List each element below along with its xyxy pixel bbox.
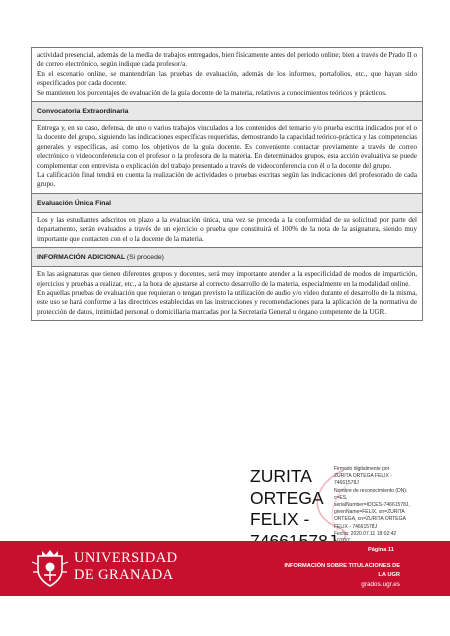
university-name-line: DE GRANADA [74,567,174,583]
footer-info [276,562,400,589]
university-name [74,550,214,584]
signature-details [334,466,414,545]
signature-detail-line: givenName=FELIX, sn=ZURITA [334,509,405,516]
section-header-convocatoria-extraordinaria [32,102,422,121]
paragraph: actividad presencial, además de la media de trabajos entregados, bien físicamente antes del periodo online; bien a través de Prado II o de correo electrónico, según indique cada profesor/a. [37,51,417,69]
section-title: Evaluación Única Final [37,199,112,207]
body-section [32,48,422,102]
signer-name-line: ORTEGA [250,487,324,508]
evaluation-table [31,47,423,321]
body-section [32,121,422,194]
section-title: Convocatoria Extraordinaria [37,108,129,116]
body-section [32,267,422,320]
paragraph: En el escenario online, se mantendrían las pruebas de evaluación, además de los informes, portafolios, etc., que hayan sido especificados por cada docente. [37,69,417,88]
signature-detail-line: Fecha: 2020.07.11 18:02:42 [334,530,397,537]
page-footer [0,541,450,596]
signature-detail-line: Firmado digitalmente por [334,466,390,472]
section-header-evaluacion-unica-final [32,194,422,213]
signer-name [250,466,334,552]
page-number: Página 11 [368,547,394,553]
paragraph: Los y las estudiantes adscritos en plazo a la evaluación única, una vez se proceda a la conformidad de su solicitud por parte del departamento, serán evaluados a través de un ejercicio o prueba que constituirá el 100% de la nota de la asignatura, siendo muy importante que contacten con el o la docente de la materia. [37,215,417,243]
paragraph: En aquellas pruebas de evaluación que requieran o tengan previsto la utilización de audio y/o video durante el desarrollo de la misma, este uso se hará conforme a las directrices establecidas en las instrucciones y recomendaciones para la aplicación de la normativa de protección de datos, intimidad personal o domiciliaria marcadas por la Secretaría General u órgano competente de la UGR. [37,288,417,316]
paragraph: En las asignaturas que tienen diferentes grupos y docentes, será muy importante atender a la especificidad de modos de impartición, ejercicios y pruebas a realizar, etc., a la hora de ajustarse al correcto desarrollo de la materia, especialmente en la modalidad online. [37,270,417,288]
signature-detail-line: c=ES, [334,494,348,501]
signature-detail-line: Nombre de reconocimiento (DN): [334,487,408,494]
signature-detail-line: FELIX - 74661578J [334,523,378,530]
signer-name-line: ZURITA [250,466,312,486]
section-title: INFORMACIÓN ADICIONAL [37,254,125,262]
paragraph: Se mantienen los porcentajes de evaluación de la guía docente de la materia, relativos a conocimientos teóricos y prácticos. [37,88,387,97]
body-section [32,213,422,248]
info-label: INFORMACIÓN SOBRE TITULACIONES DE LA UGR [284,563,400,578]
website-link[interactable]: grados.ugr.es [361,581,400,588]
signature-detail-line: ZURITA ORTEGA FELIX - [334,473,392,480]
university-name-line: UNIVERSIDAD [74,550,178,566]
university-crest-icon [30,548,70,590]
section-note: (Si procede) [126,254,164,262]
signature-detail-line: ORTEGA, cn=ZURITA ORTEGA [334,516,406,523]
signature-detail-line: serialNumber=IDCES-74661578J, [334,502,410,509]
signature-detail-line: 74661578J [334,480,359,487]
signer-name-line: FELIX - [250,509,310,529]
paragraph: La calificación final tendrá en cuenta la realización de actividades o pruebas escritas según las indicaciones del profesorado de cada grupo. [37,171,417,189]
section-header-informacion-adicional [32,248,422,267]
paragraph: Entrega y, en su caso, defensa, de uno o varios trabajos vinculados a los contenidos del temario y/o prueba escrita indicados por el o la docente del grupo, siguiendo las indicaciones específicas requeridas, demostrando la capacidad teórico-práctica y las competencias generales y específicas, así como los objetivos de la guía docente. Es conveniente contactar previamente a través de correo electrónico o videoconferencia con el profesor o la profesora de la materia. En determinados grupos, esta acción evaluativa se puede complementar con entrevista o explicación del trabajo presentado a través de videoconferencia con él o la docente del grupo. [37,124,417,170]
